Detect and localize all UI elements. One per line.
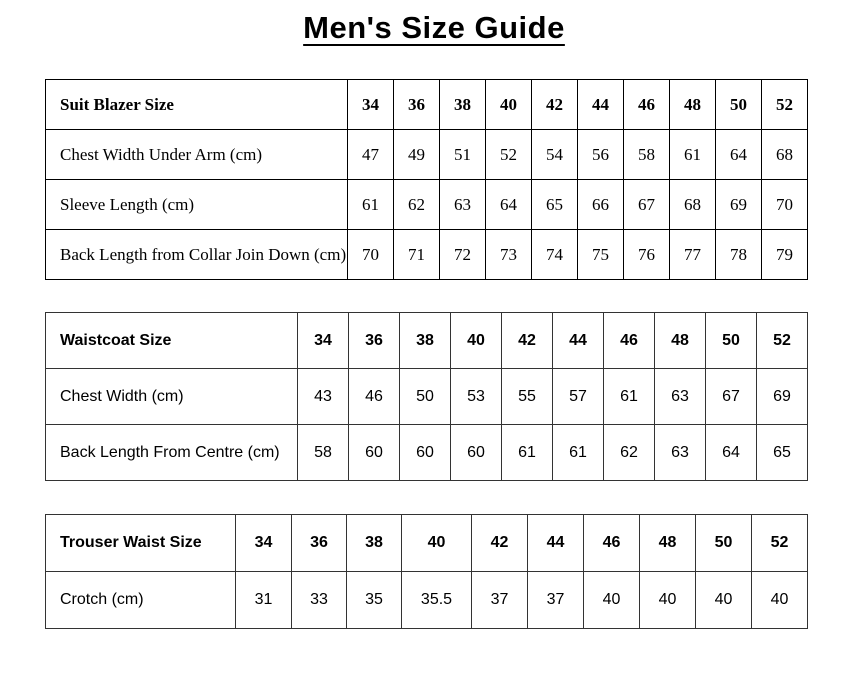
trouser-waist-size-size-40: 40 [402,515,472,572]
value-cell: 62 [394,180,440,230]
row-label: Chest Width Under Arm (cm) [46,130,348,180]
value-cell: 58 [624,130,670,180]
value-cell: 74 [532,230,578,280]
table-row [46,180,808,230]
value-cell: 56 [578,130,624,180]
value-cell: 65 [757,425,808,481]
value-cell: 69 [716,180,762,230]
value-cell: 35.5 [402,572,472,629]
trouser-waist-size-header-label: Trouser Waist Size [46,515,236,572]
value-cell: 75 [578,230,624,280]
value-cell: 31 [236,572,292,629]
value-cell: 78 [716,230,762,280]
value-cell: 47 [348,130,394,180]
value-cell: 50 [400,369,451,425]
page-title: Men's Size Guide [303,10,565,45]
suit-blazer-size-size-50: 50 [716,80,762,130]
trouser-waist-size-table [45,514,808,629]
waistcoat-size-size-36: 36 [349,313,400,369]
waistcoat-size-size-42: 42 [502,313,553,369]
value-cell: 63 [440,180,486,230]
suit-blazer-size-size-40: 40 [486,80,532,130]
row-label: Chest Width (cm) [46,369,298,425]
value-cell: 52 [486,130,532,180]
row-label: Back Length From Centre (cm) [46,425,298,481]
value-cell: 70 [762,180,808,230]
suit-blazer-size-header-label: Suit Blazer Size [46,80,348,130]
waistcoat-size-size-44: 44 [553,313,604,369]
suit-blazer-size-size-48: 48 [670,80,716,130]
waistcoat-size-size-40: 40 [451,313,502,369]
table-row [46,425,808,481]
waistcoat-size-size-46: 46 [604,313,655,369]
trouser-waist-size-size-52: 52 [752,515,808,572]
value-cell: 37 [472,572,528,629]
trouser-waist-size-size-46: 46 [584,515,640,572]
value-cell: 66 [578,180,624,230]
value-cell: 57 [553,369,604,425]
waistcoat-size-size-48: 48 [655,313,706,369]
suit-blazer-size-size-38: 38 [440,80,486,130]
value-cell: 35 [347,572,402,629]
value-cell: 63 [655,425,706,481]
value-cell: 67 [624,180,670,230]
value-cell: 33 [292,572,347,629]
waistcoat-size-header-row [46,313,808,369]
value-cell: 40 [584,572,640,629]
waistcoat-size-size-52: 52 [757,313,808,369]
value-cell: 37 [528,572,584,629]
waistcoat-size-size-50: 50 [706,313,757,369]
value-cell: 70 [348,230,394,280]
waistcoat-size-table [45,312,808,481]
row-label: Back Length from Collar Join Down (cm) [46,230,348,280]
value-cell: 51 [440,130,486,180]
waistcoat-size-size-34: 34 [298,313,349,369]
value-cell: 79 [762,230,808,280]
value-cell: 46 [349,369,400,425]
suit-blazer-size-size-36: 36 [394,80,440,130]
value-cell: 40 [640,572,696,629]
value-cell: 65 [532,180,578,230]
row-label: Crotch (cm) [46,572,236,629]
trouser-waist-size-size-34: 34 [236,515,292,572]
trouser-waist-size-size-44: 44 [528,515,584,572]
value-cell: 72 [440,230,486,280]
value-cell: 53 [451,369,502,425]
table-row [46,130,808,180]
suit-blazer-size-size-34: 34 [348,80,394,130]
suit-blazer-size-header-row [46,80,808,130]
value-cell: 43 [298,369,349,425]
value-cell: 40 [752,572,808,629]
value-cell: 64 [716,130,762,180]
value-cell: 61 [670,130,716,180]
value-cell: 60 [451,425,502,481]
value-cell: 63 [655,369,706,425]
value-cell: 67 [706,369,757,425]
value-cell: 61 [604,369,655,425]
waistcoat-size-size-38: 38 [400,313,451,369]
value-cell: 68 [762,130,808,180]
trouser-waist-size-size-36: 36 [292,515,347,572]
value-cell: 60 [400,425,451,481]
suit-blazer-size-size-44: 44 [578,80,624,130]
value-cell: 54 [532,130,578,180]
table-row [46,369,808,425]
suit-blazer-size-size-52: 52 [762,80,808,130]
suit-blazer-size-size-42: 42 [532,80,578,130]
value-cell: 71 [394,230,440,280]
table-row [46,230,808,280]
value-cell: 55 [502,369,553,425]
suit-blazer-size-size-46: 46 [624,80,670,130]
value-cell: 40 [696,572,752,629]
trouser-waist-size-header-row [46,515,808,572]
value-cell: 64 [706,425,757,481]
value-cell: 64 [486,180,532,230]
suit-blazer-size-table [45,79,808,280]
trouser-waist-size-size-50: 50 [696,515,752,572]
value-cell: 69 [757,369,808,425]
value-cell: 58 [298,425,349,481]
trouser-waist-size-size-48: 48 [640,515,696,572]
table-row [46,572,808,629]
value-cell: 77 [670,230,716,280]
value-cell: 61 [348,180,394,230]
value-cell: 61 [502,425,553,481]
value-cell: 49 [394,130,440,180]
value-cell: 73 [486,230,532,280]
value-cell: 62 [604,425,655,481]
row-label: Sleeve Length (cm) [46,180,348,230]
value-cell: 60 [349,425,400,481]
trouser-waist-size-size-38: 38 [347,515,402,572]
value-cell: 68 [670,180,716,230]
trouser-waist-size-size-42: 42 [472,515,528,572]
value-cell: 76 [624,230,670,280]
waistcoat-size-header-label: Waistcoat Size [46,313,298,369]
value-cell: 61 [553,425,604,481]
